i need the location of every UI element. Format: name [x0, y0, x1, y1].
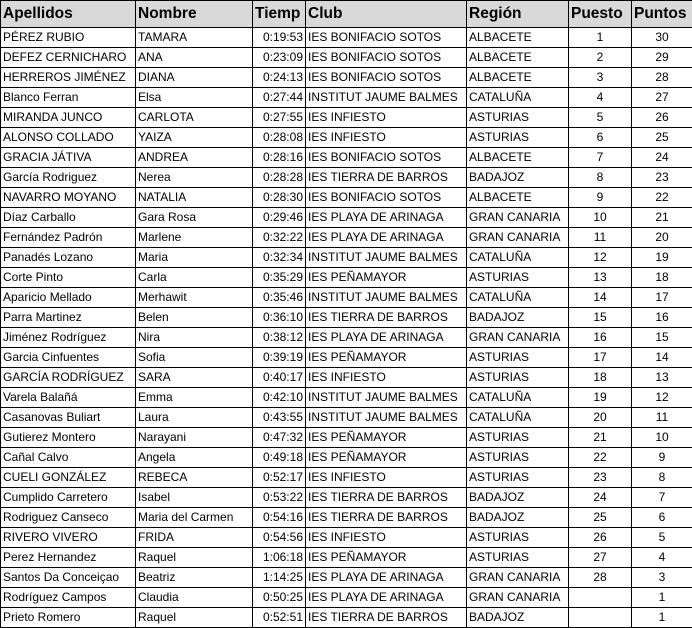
- cell-tiempo[interactable]: 0:32:22: [253, 228, 306, 248]
- cell-puntos[interactable]: 30: [632, 28, 692, 48]
- cell-tiempo[interactable]: 0:52:17: [253, 468, 306, 488]
- cell-club[interactable]: IES INFIESTO: [306, 528, 467, 548]
- cell-puesto[interactable]: 5: [569, 108, 632, 128]
- cell-club[interactable]: INSTITUT JAUME BALMES: [306, 288, 467, 308]
- cell-tiempo[interactable]: 1:14:25: [253, 568, 306, 588]
- cell-apellidos[interactable]: RIVERO VIVERO: [1, 528, 136, 548]
- cell-puesto[interactable]: 26: [569, 528, 632, 548]
- cell-puesto[interactable]: [569, 588, 632, 608]
- cell-puntos[interactable]: 8: [632, 468, 692, 488]
- cell-region[interactable]: ASTURIAS: [467, 428, 569, 448]
- cell-tiempo[interactable]: 0:27:55: [253, 108, 306, 128]
- cell-tiempo[interactable]: 0:35:46: [253, 288, 306, 308]
- cell-apellidos[interactable]: Prieto Romero: [1, 608, 136, 628]
- cell-nombre[interactable]: DIANA: [136, 68, 253, 88]
- cell-puesto[interactable]: 19: [569, 388, 632, 408]
- cell-region[interactable]: ASTURIAS: [467, 448, 569, 468]
- cell-apellidos[interactable]: Gutierez Montero: [1, 428, 136, 448]
- cell-puesto[interactable]: 28: [569, 568, 632, 588]
- cell-club[interactable]: IES BONIFACIO SOTOS: [306, 48, 467, 68]
- table-row: [1, 168, 692, 188]
- cell-nombre[interactable]: Narayani: [136, 428, 253, 448]
- cell-club[interactable]: IES PLAYA DE ARINAGA: [306, 208, 467, 228]
- cell-puntos[interactable]: 7: [632, 488, 692, 508]
- cell-nombre[interactable]: TAMARA: [136, 28, 253, 48]
- cell-nombre[interactable]: Laura: [136, 408, 253, 428]
- cell-apellidos[interactable]: Jiménez Rodríguez: [1, 328, 136, 348]
- cell-puesto[interactable]: 8: [569, 168, 632, 188]
- cell-puesto[interactable]: 18: [569, 368, 632, 388]
- cell-puesto[interactable]: 21: [569, 428, 632, 448]
- table-row: [1, 268, 692, 288]
- cell-region[interactable]: GRAN CANARIA: [467, 228, 569, 248]
- cell-club[interactable]: IES BONIFACIO SOTOS: [306, 68, 467, 88]
- cell-puntos[interactable]: 19: [632, 248, 692, 268]
- cell-apellidos[interactable]: GRACIA JÁTIVA: [1, 148, 136, 168]
- cell-club[interactable]: IES PEÑAMAYOR: [306, 448, 467, 468]
- cell-puntos[interactable]: 27: [632, 88, 692, 108]
- cell-apellidos[interactable]: Rodríguez Campos: [1, 588, 136, 608]
- cell-puesto[interactable]: 16: [569, 328, 632, 348]
- table-row: [1, 228, 692, 248]
- cell-puntos[interactable]: 24: [632, 148, 692, 168]
- table-row: [1, 108, 692, 128]
- cell-puntos[interactable]: 21: [632, 208, 692, 228]
- cell-nombre[interactable]: Nira: [136, 328, 253, 348]
- cell-tiempo[interactable]: 0:29:46: [253, 208, 306, 228]
- cell-nombre[interactable]: Sofia: [136, 348, 253, 368]
- cell-club[interactable]: IES TIERRA DE BARROS: [306, 508, 467, 528]
- cell-puntos[interactable]: 29: [632, 48, 692, 68]
- cell-region[interactable]: BADAJOZ: [467, 508, 569, 528]
- cell-club[interactable]: INSTITUT JAUME BALMES: [306, 248, 467, 268]
- cell-apellidos[interactable]: Aparicio Mellado: [1, 288, 136, 308]
- cell-club[interactable]: INSTITUT JAUME BALMES: [306, 408, 467, 428]
- cell-tiempo[interactable]: 0:36:10: [253, 308, 306, 328]
- cell-puntos[interactable]: 16: [632, 308, 692, 328]
- cell-region[interactable]: ASTURIAS: [467, 108, 569, 128]
- cell-tiempo[interactable]: 0:52:51: [253, 608, 306, 628]
- table-row: [1, 348, 692, 368]
- cell-puntos[interactable]: 14: [632, 348, 692, 368]
- cell-tiempo[interactable]: 0:28:16: [253, 148, 306, 168]
- cell-club[interactable]: IES PEÑAMAYOR: [306, 428, 467, 448]
- cell-region[interactable]: BADAJOZ: [467, 488, 569, 508]
- cell-region[interactable]: ALBACETE: [467, 68, 569, 88]
- cell-apellidos[interactable]: PÉREZ RUBIO: [1, 28, 136, 48]
- cell-puesto[interactable]: 13: [569, 268, 632, 288]
- cell-tiempo[interactable]: 0:40:17: [253, 368, 306, 388]
- cell-puntos[interactable]: 28: [632, 68, 692, 88]
- cell-nombre[interactable]: Raquel: [136, 608, 253, 628]
- cell-club[interactable]: IES PLAYA DE ARINAGA: [306, 328, 467, 348]
- cell-region[interactable]: GRAN CANARIA: [467, 568, 569, 588]
- cell-nombre[interactable]: Maria: [136, 248, 253, 268]
- cell-tiempo[interactable]: 0:23:09: [253, 48, 306, 68]
- cell-apellidos[interactable]: Varela Balañá: [1, 388, 136, 408]
- table-row: [1, 588, 692, 608]
- cell-region[interactable]: GRAN CANARIA: [467, 588, 569, 608]
- cell-apellidos[interactable]: Díaz Carballo: [1, 208, 136, 228]
- cell-puntos[interactable]: 13: [632, 368, 692, 388]
- cell-club[interactable]: IES PEÑAMAYOR: [306, 268, 467, 288]
- cell-club[interactable]: IES BONIFACIO SOTOS: [306, 188, 467, 208]
- cell-club[interactable]: IES INFIESTO: [306, 108, 467, 128]
- cell-club[interactable]: IES INFIESTO: [306, 128, 467, 148]
- header-row: [1, 1, 692, 28]
- cell-apellidos[interactable]: García Rodriguez: [1, 168, 136, 188]
- cell-apellidos[interactable]: Garcia Cinfuentes: [1, 348, 136, 368]
- table-row: [1, 188, 692, 208]
- cell-club[interactable]: IES TIERRA DE BARROS: [306, 308, 467, 328]
- cell-nombre[interactable]: ANDREA: [136, 148, 253, 168]
- cell-apellidos[interactable]: Cumplido Carretero: [1, 488, 136, 508]
- cell-tiempo[interactable]: 0:53:22: [253, 488, 306, 508]
- cell-tiempo[interactable]: 0:28:28: [253, 168, 306, 188]
- cell-region[interactable]: BADAJOZ: [467, 608, 569, 628]
- cell-puesto[interactable]: 7: [569, 148, 632, 168]
- cell-nombre[interactable]: Elsa: [136, 88, 253, 108]
- cell-club[interactable]: IES PLAYA DE ARINAGA: [306, 568, 467, 588]
- cell-region[interactable]: ALBACETE: [467, 28, 569, 48]
- cell-apellidos[interactable]: ALONSO COLLADO: [1, 128, 136, 148]
- cell-puntos[interactable]: 5: [632, 528, 692, 548]
- table-row: [1, 468, 692, 488]
- cell-club[interactable]: IES TIERRA DE BARROS: [306, 168, 467, 188]
- cell-nombre[interactable]: SARA: [136, 368, 253, 388]
- cell-region[interactable]: ASTURIAS: [467, 528, 569, 548]
- cell-tiempo[interactable]: 0:28:30: [253, 188, 306, 208]
- cell-region[interactable]: BADAJOZ: [467, 168, 569, 188]
- table-row: [1, 28, 692, 48]
- cell-club[interactable]: IES INFIESTO: [306, 368, 467, 388]
- cell-region[interactable]: CATALUÑA: [467, 388, 569, 408]
- cell-tiempo[interactable]: 0:42:10: [253, 388, 306, 408]
- cell-puntos[interactable]: 1: [632, 608, 692, 628]
- cell-region[interactable]: CATALUÑA: [467, 88, 569, 108]
- header-apellidos[interactable]: Apellidos: [1, 1, 136, 28]
- table-row: [1, 48, 692, 68]
- cell-puesto[interactable]: 2: [569, 48, 632, 68]
- table-body: [1, 28, 692, 628]
- cell-puesto[interactable]: 14: [569, 288, 632, 308]
- table-row: [1, 388, 692, 408]
- cell-puntos[interactable]: 9: [632, 448, 692, 468]
- cell-puesto[interactable]: 27: [569, 548, 632, 568]
- cell-puesto[interactable]: 25: [569, 508, 632, 528]
- cell-tiempo[interactable]: 0:50:25: [253, 588, 306, 608]
- cell-apellidos[interactable]: Panadés Lozano: [1, 248, 136, 268]
- cell-apellidos[interactable]: Corte Pinto: [1, 268, 136, 288]
- table-row: [1, 248, 692, 268]
- table-row: [1, 448, 692, 468]
- cell-apellidos[interactable]: Cañal Calvo: [1, 448, 136, 468]
- cell-puntos[interactable]: 1: [632, 588, 692, 608]
- cell-apellidos[interactable]: NAVARRO MOYANO: [1, 188, 136, 208]
- cell-nombre[interactable]: FRIDA: [136, 528, 253, 548]
- cell-puesto[interactable]: 15: [569, 308, 632, 328]
- cell-puntos[interactable]: 17: [632, 288, 692, 308]
- table-row: [1, 488, 692, 508]
- cell-puesto[interactable]: 4: [569, 88, 632, 108]
- cell-puesto[interactable]: 11: [569, 228, 632, 248]
- header-region[interactable]: Región: [467, 1, 569, 28]
- cell-region[interactable]: ASTURIAS: [467, 268, 569, 288]
- cell-club[interactable]: IES BONIFACIO SOTOS: [306, 28, 467, 48]
- cell-tiempo[interactable]: 0:49:18: [253, 448, 306, 468]
- cell-nombre[interactable]: Emma: [136, 388, 253, 408]
- cell-tiempo[interactable]: 0:19:53: [253, 28, 306, 48]
- cell-nombre[interactable]: Claudia: [136, 588, 253, 608]
- cell-puntos[interactable]: 4: [632, 548, 692, 568]
- cell-puntos[interactable]: 18: [632, 268, 692, 288]
- cell-club[interactable]: IES PLAYA DE ARINAGA: [306, 588, 467, 608]
- cell-nombre[interactable]: YAIZA: [136, 128, 253, 148]
- cell-puesto[interactable]: 6: [569, 128, 632, 148]
- table-row: [1, 368, 692, 388]
- cell-puesto[interactable]: 10: [569, 208, 632, 228]
- table-row: [1, 528, 692, 548]
- header-puntos[interactable]: Puntos: [632, 1, 692, 28]
- table-row: [1, 548, 692, 568]
- cell-club[interactable]: IES TIERRA DE BARROS: [306, 608, 467, 628]
- cell-club[interactable]: IES PEÑAMAYOR: [306, 348, 467, 368]
- cell-puntos[interactable]: 15: [632, 328, 692, 348]
- cell-club[interactable]: INSTITUT JAUME BALMES: [306, 88, 467, 108]
- cell-region[interactable]: ALBACETE: [467, 148, 569, 168]
- cell-puntos[interactable]: 23: [632, 168, 692, 188]
- cell-region[interactable]: CATALUÑA: [467, 408, 569, 428]
- cell-region[interactable]: ASTURIAS: [467, 128, 569, 148]
- cell-nombre[interactable]: Carla: [136, 268, 253, 288]
- cell-tiempo[interactable]: 0:54:56: [253, 528, 306, 548]
- cell-nombre[interactable]: CARLOTA: [136, 108, 253, 128]
- table-row: [1, 568, 692, 588]
- cell-tiempo[interactable]: 0:35:29: [253, 268, 306, 288]
- cell-region[interactable]: ASTURIAS: [467, 468, 569, 488]
- cell-apellidos[interactable]: HERREROS JIMÉNEZ: [1, 68, 136, 88]
- cell-region[interactable]: ASTURIAS: [467, 368, 569, 388]
- table-row: [1, 608, 692, 628]
- cell-region[interactable]: GRAN CANARIA: [467, 208, 569, 228]
- cell-apellidos[interactable]: Fernández Padrón: [1, 228, 136, 248]
- cell-region[interactable]: GRAN CANARIA: [467, 328, 569, 348]
- cell-tiempo[interactable]: 0:39:19: [253, 348, 306, 368]
- table-row: [1, 148, 692, 168]
- header-club[interactable]: Club: [306, 1, 467, 28]
- cell-club[interactable]: IES TIERRA DE BARROS: [306, 488, 467, 508]
- cell-club[interactable]: IES PEÑAMAYOR: [306, 548, 467, 568]
- cell-apellidos[interactable]: Perez Hernandez: [1, 548, 136, 568]
- cell-tiempo[interactable]: 0:32:34: [253, 248, 306, 268]
- cell-puntos[interactable]: 26: [632, 108, 692, 128]
- cell-puesto[interactable]: 24: [569, 488, 632, 508]
- header-puesto[interactable]: Puesto: [569, 1, 632, 28]
- cell-region[interactable]: ALBACETE: [467, 48, 569, 68]
- table-row: [1, 68, 692, 88]
- cell-club[interactable]: IES INFIESTO: [306, 468, 467, 488]
- table-row: [1, 408, 692, 428]
- cell-puesto[interactable]: 23: [569, 468, 632, 488]
- table-row: [1, 428, 692, 448]
- cell-puntos[interactable]: 12: [632, 388, 692, 408]
- cell-nombre[interactable]: NATALIA: [136, 188, 253, 208]
- cell-puntos[interactable]: 3: [632, 568, 692, 588]
- cell-nombre[interactable]: Belen: [136, 308, 253, 328]
- cell-nombre[interactable]: Isabel: [136, 488, 253, 508]
- cell-puesto[interactable]: 20: [569, 408, 632, 428]
- cell-tiempo[interactable]: 0:38:12: [253, 328, 306, 348]
- table-row: [1, 308, 692, 328]
- cell-tiempo[interactable]: 0:54:16: [253, 508, 306, 528]
- table-row: [1, 288, 692, 308]
- cell-puesto[interactable]: 3: [569, 68, 632, 88]
- header-nombre[interactable]: Nombre: [136, 1, 253, 28]
- cell-nombre[interactable]: ANA: [136, 48, 253, 68]
- cell-nombre[interactable]: Angela: [136, 448, 253, 468]
- cell-apellidos[interactable]: Parra Martinez: [1, 308, 136, 328]
- cell-puesto[interactable]: 17: [569, 348, 632, 368]
- cell-tiempo[interactable]: 0:27:44: [253, 88, 306, 108]
- table-row: [1, 128, 692, 148]
- cell-apellidos[interactable]: Rodriguez Canseco: [1, 508, 136, 528]
- cell-puntos[interactable]: 22: [632, 188, 692, 208]
- cell-puntos[interactable]: 6: [632, 508, 692, 528]
- cell-apellidos[interactable]: MIRANDA JUNCO: [1, 108, 136, 128]
- header-tiempo[interactable]: Tiemp: [253, 1, 306, 28]
- cell-nombre[interactable]: Raquel: [136, 548, 253, 568]
- table-row: [1, 328, 692, 348]
- cell-region[interactable]: ASTURIAS: [467, 348, 569, 368]
- cell-region[interactable]: CATALUÑA: [467, 288, 569, 308]
- table-row: [1, 508, 692, 528]
- cell-puesto[interactable]: 1: [569, 28, 632, 48]
- cell-apellidos[interactable]: Blanco Ferran: [1, 88, 136, 108]
- cell-nombre[interactable]: Marlene: [136, 228, 253, 248]
- table-row: [1, 208, 692, 228]
- cell-puntos[interactable]: 11: [632, 408, 692, 428]
- cell-region[interactable]: BADAJOZ: [467, 308, 569, 328]
- cell-puntos[interactable]: 10: [632, 428, 692, 448]
- cell-tiempo[interactable]: 0:47:32: [253, 428, 306, 448]
- cell-club[interactable]: IES PLAYA DE ARINAGA: [306, 228, 467, 248]
- cell-apellidos[interactable]: DEFEZ CERNICHARO: [1, 48, 136, 68]
- cell-tiempo[interactable]: 1:06:18: [253, 548, 306, 568]
- cell-puesto[interactable]: 9: [569, 188, 632, 208]
- cell-puesto[interactable]: [569, 608, 632, 628]
- cell-club[interactable]: INSTITUT JAUME BALMES: [306, 388, 467, 408]
- cell-region[interactable]: ALBACETE: [467, 188, 569, 208]
- cell-apellidos[interactable]: CUELI GONZÁLEZ: [1, 468, 136, 488]
- cell-region[interactable]: ASTURIAS: [467, 548, 569, 568]
- cell-nombre[interactable]: Nerea: [136, 168, 253, 188]
- cell-apellidos[interactable]: Santos Da Conceiçao: [1, 568, 136, 588]
- cell-nombre[interactable]: Gara Rosa: [136, 208, 253, 228]
- cell-apellidos[interactable]: GARCÍA RODRÍGUEZ: [1, 368, 136, 388]
- cell-puntos[interactable]: 25: [632, 128, 692, 148]
- cell-puesto[interactable]: 12: [569, 248, 632, 268]
- cell-nombre[interactable]: Merhawit: [136, 288, 253, 308]
- cell-tiempo[interactable]: 0:28:08: [253, 128, 306, 148]
- cell-nombre[interactable]: Beatriz: [136, 568, 253, 588]
- cell-nombre[interactable]: REBECA: [136, 468, 253, 488]
- cell-apellidos[interactable]: Casanovas Buliart: [1, 408, 136, 428]
- table-row: [1, 88, 692, 108]
- cell-tiempo[interactable]: 0:24:13: [253, 68, 306, 88]
- cell-puesto[interactable]: 22: [569, 448, 632, 468]
- cell-club[interactable]: IES BONIFACIO SOTOS: [306, 148, 467, 168]
- cell-region[interactable]: CATALUÑA: [467, 248, 569, 268]
- cell-nombre[interactable]: Maria del Carmen: [136, 508, 253, 528]
- cell-puntos[interactable]: 20: [632, 228, 692, 248]
- cell-tiempo[interactable]: 0:43:55: [253, 408, 306, 428]
